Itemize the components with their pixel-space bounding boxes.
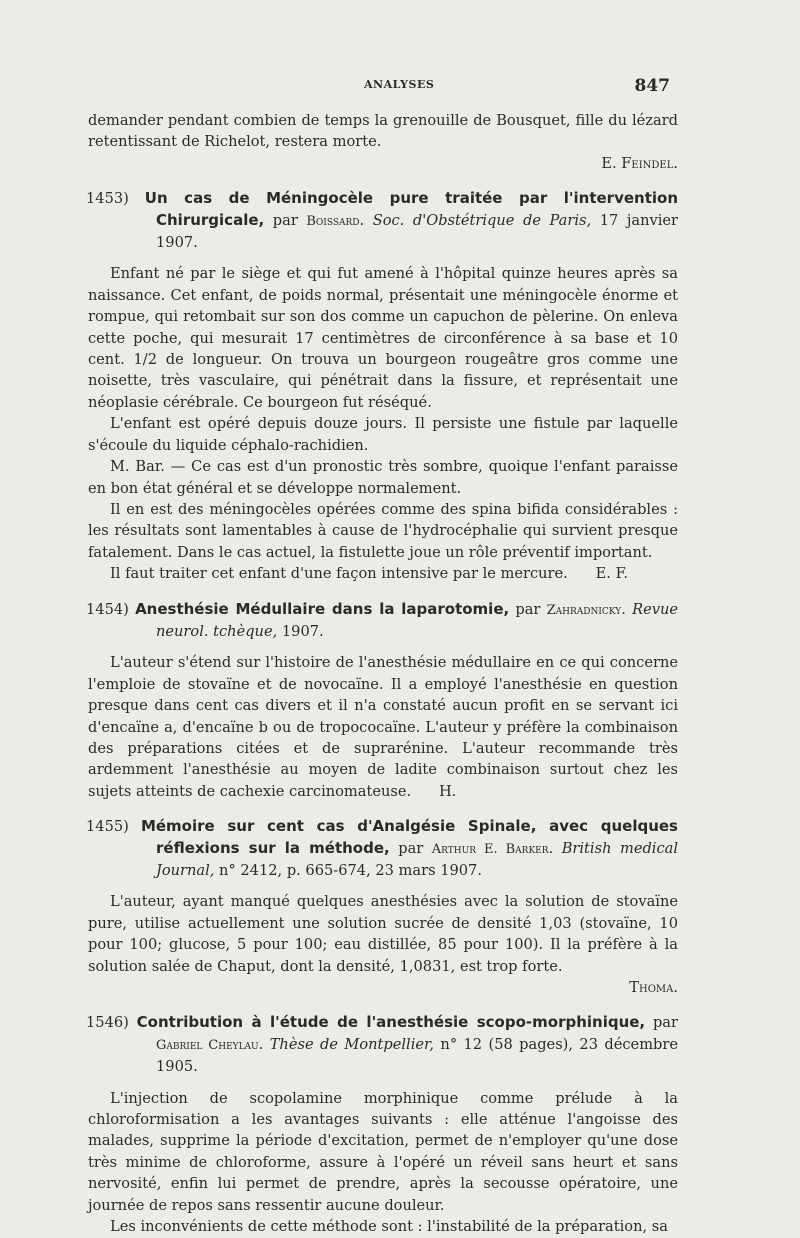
page-header <box>80 76 670 96</box>
article-heading-1453: 1453) Un cas de Méningocèle pure traitée par l'intervention Chirurgicale, par Boissard. Soc. d'Obstétrique de Paris, 17 janvier 1907. <box>86 189 679 252</box>
article-paragraph: Les inconvénients de cette méthode sont : l'instabilité de la préparation, sa <box>110 1218 668 1236</box>
intro-paragraph: demander pendant combien de temps la grenouille de Bousquet, fille du lézard retentissant de Richelot, restera morte. <box>88 112 678 151</box>
article-author: Gabriel Cheylau <box>156 1037 259 1053</box>
article-heading-1454: 1454) Anesthésie Médullaire dans la laparotomie, par Zahradnicky. Revue neurol. tchèque, 1907. <box>86 599 679 640</box>
article-heading-1455: 1455) Mémoire sur cent cas d'Analgésie Spinale, avec quelques réflexions sur la méthode, par Arthur E. Barker. British medical Journal, n° 2412, p. 665-674, 23 mars 1907. <box>86 817 679 879</box>
article-title: Contribution à l'étude de l'anesthésie scopo-morphinique, <box>136 1013 646 1032</box>
article-paragraph: Enfant né par le siège et qui fut amené à l'hôpital quinze heures après sa naissance. Cet enfant, de poids normal, présentait une méningocèle énorme et rompue, qui retombait sur son dos comme un capuchon de pèlerine. On enleva cette poche, qui mesurait 17 centimètres de circonférence à sa base et 10 cent. 1/2 de longueur. On trouva un bourgeon rougeâtre gros comme une noisette, très vasculaire, qui pénétrait dans la fissure, et représentait une néoplasie cérébrale. Ce bourgeon fut réséqué. <box>88 265 678 411</box>
page-number: 847 <box>634 76 670 96</box>
article-author: Zahradnicky <box>546 602 622 618</box>
page-content <box>86 110 683 1238</box>
article-paragraph: L'enfant est opéré depuis douze jours. Il persiste une fistule par laquelle s'écoule du liquide céphalo-rachidien. <box>88 415 678 454</box>
article-journal: British medical Journal, <box>156 839 679 879</box>
article-title: Un cas de Méningocèle pure traitée par l'intervention Chirurgicale, <box>144 189 679 229</box>
article-paragraph: M. Bar. — Ce cas est d'un pronostic très sombre, quoique l'enfant paraisse en bon état général et se développe normalement. <box>88 458 678 497</box>
article-heading-1546: 1546) Contribution à l'étude de l'anesthésie scopo-morphinique, par Gabriel Cheylau. Thèse de Montpellier, n° 12 (58 pages), 23 décembre 1905. <box>86 1013 678 1076</box>
article-paragraph: L'auteur, ayant manqué quelques anesthésies avec la solution de stovaïne pure, utilise actuellement une solution sucrée de densité 1,03 (stovaïne, 10 pour 100; glucose, 5 pour 100; eau distillée, 85 pour 100). Il la préfère à la solution salée de Chaput, dont la densité, 1,0831, est trop forte. <box>88 893 678 975</box>
article-paragraph: Il faut traiter cet enfant d'une façon intensive par le mercure. E. F. <box>110 565 629 583</box>
article-author: Arthur E. Barker <box>431 841 549 857</box>
article-journal: Thèse de Montpellier, <box>269 1035 435 1053</box>
article-title: Anesthésie Médullaire dans la laparotomie, <box>135 599 510 618</box>
article-paragraph: L'auteur s'étend sur l'histoire de l'anesthésie médullaire en ce qui concerne l'emploie de stovaïne et de novocaïne. Il a employé l'anesthésie en question presque dans cent cas divers et il n'a constaté aucun profit en se servant ici d'encaïne a, d'encaïne b ou de tropococaïne. L'auteur y préfère la combinaison des préparations citées et de suprarénine. L'auteur recommande très ardemment l'anesthésie au moyen de ladite combinaison surtout chez les sujets atteints de cachexie carcinomateuse. H. <box>88 654 683 800</box>
article-paragraph: L'injection de scopolamine morphinique comme prélude à la chloroformisation a les avantages suivants : elle atténue l'angoisse des malades, supprime la période d'excitation, permet de n'employer qu'une dose très minime de chloroforme, assure à l'opéré un réveil sans heurt et sans nervosité, enfin lui permet de prendre, après la secousse opératoire, une journée de repos sans ressentir aucune douleur. <box>88 1089 678 1214</box>
article-journal: Soc. d'Obstétrique de Paris, <box>372 211 592 229</box>
article-author: Boissard <box>306 213 360 229</box>
running-title: ANALYSES <box>364 78 435 91</box>
intro-signature: E. Feindel. <box>601 154 678 172</box>
article-paragraph: Il en est des méningocèles opérées comme des spina bifida considérables : les résultats sont lamentables à cause de l'hydrocéphalie qui survient presque fatalement. Dans le cas actuel, la fistulette joue un rôle préventif important. <box>88 500 678 561</box>
article-journal: Revue neurol. tchèque, <box>156 600 679 640</box>
article-signature: Thoma. <box>629 979 678 997</box>
article-title: Mémoire sur cent cas d'Analgésie Spinale, avec quelques réflexions sur la méthode, <box>140 817 678 857</box>
